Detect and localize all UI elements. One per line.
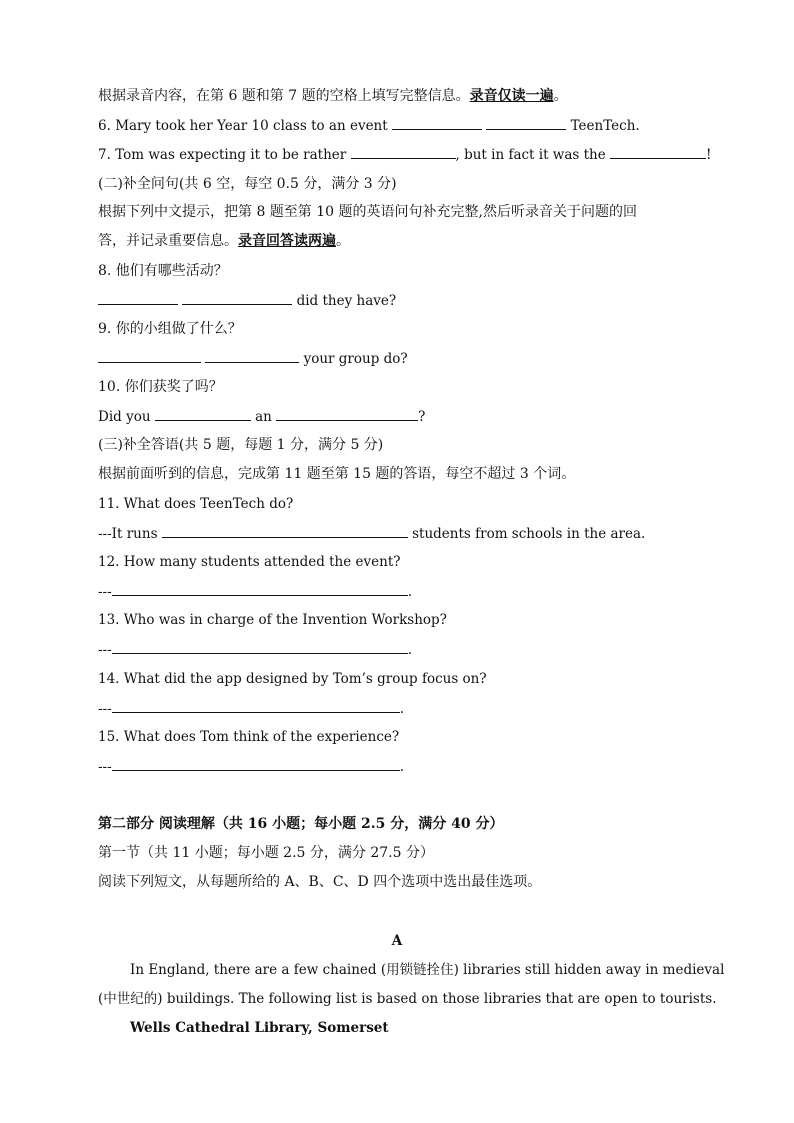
question-15: 15. What does Tom think of the experience? xyxy=(98,729,400,745)
listening-intro: 根据录音内容，在第 6 题和第 7 题的空格上填写完整信息。录音仅读一遍。 xyxy=(98,88,568,104)
answer-blank[interactable] xyxy=(182,290,292,305)
question-14: 14. What did the app designed by Tom’s group focus on? xyxy=(98,671,487,687)
question-12-answer: --- . xyxy=(98,581,412,602)
question-12: 12. How many students attended the event? xyxy=(98,554,401,570)
answer-blank[interactable] xyxy=(162,523,408,538)
answer-blank[interactable] xyxy=(112,581,408,596)
answer-blank[interactable] xyxy=(392,115,482,130)
question-10-prompt: 10. 你们获奖了吗？ xyxy=(98,379,223,395)
question-11: 11. What does TeenTech do? xyxy=(98,496,294,512)
answer-blank[interactable] xyxy=(610,144,706,159)
answer-blank[interactable] xyxy=(112,639,408,654)
question-14-answer: --- . xyxy=(98,698,404,719)
passage-label: A xyxy=(391,933,403,949)
section-2-intro: 根据下列中文提示，把第 8 题至第 10 题的英语问句补充完整,然后听录音关于问题的回 xyxy=(98,204,637,220)
section-2-title: (二)补全问句(共 6 空，每空 0.5 分，满分 3 分) xyxy=(98,176,397,192)
part-2-title: 第二部分 阅读理解（共 16 小题；每小题 2.5 分，满分 40 分） xyxy=(98,816,504,832)
library-heading: Wells Cathedral Library, Somerset xyxy=(130,1020,389,1036)
question-13-answer: --- . xyxy=(98,639,412,660)
answer-blank[interactable] xyxy=(351,144,456,159)
answer-blank[interactable] xyxy=(155,406,251,421)
section-3-title: (三)补全答语(共 5 题，每题 1 分，满分 5 分) xyxy=(98,437,384,453)
answer-blank[interactable] xyxy=(276,406,418,421)
question-7: 7. Tom was expecting it to be rather , but in fact it was the ! xyxy=(98,144,711,165)
read-once-note: 录音仅读一遍 xyxy=(469,88,554,104)
question-8-answer: did they have? xyxy=(98,290,396,311)
passage-paragraph-line: (中世纪的) buildings. The following list is based on those libraries that are open to tourists. xyxy=(98,991,717,1007)
passage-paragraph-line: In England, there are a few chained (用锁链拴住) libraries still hidden away in medieval xyxy=(130,962,725,978)
section-2-intro-cont: 答，并记录重要信息。录音回答读两遍。 xyxy=(98,233,350,249)
section-3-intro: 根据前面听到的信息，完成第 11 题至第 15 题的答语，每空不超过 3 个词。 xyxy=(98,466,576,482)
question-9-answer: your group do? xyxy=(98,348,408,369)
read-twice-note: 录音回答读两遍 xyxy=(238,233,336,249)
section-1-title: 第一节（共 11 小题；每小题 2.5 分，满分 27.5 分） xyxy=(98,845,434,861)
question-15-answer: --- . xyxy=(98,756,404,777)
answer-blank[interactable] xyxy=(98,348,201,363)
answer-blank[interactable] xyxy=(205,348,299,363)
question-10-answer: Did you an ? xyxy=(98,406,425,427)
question-8-prompt: 8. 他们有哪些活动？ xyxy=(98,263,228,279)
answer-blank[interactable] xyxy=(98,290,178,305)
question-6: 6. Mary took her Year 10 class to an event TeenTech. xyxy=(98,115,640,136)
reading-instructions: 阅读下列短文，从每题所给的 A、B、C、D 四个选项中选出最佳选项。 xyxy=(98,874,542,890)
answer-blank[interactable] xyxy=(486,115,566,130)
answer-blank[interactable] xyxy=(112,756,400,771)
answer-blank[interactable] xyxy=(112,698,400,713)
question-9-prompt: 9. 你的小组做了什么？ xyxy=(98,321,242,337)
question-11-answer: ---It runs students from schools in the area. xyxy=(98,523,645,544)
question-13: 13. Who was in charge of the Invention Workshop? xyxy=(98,612,447,628)
